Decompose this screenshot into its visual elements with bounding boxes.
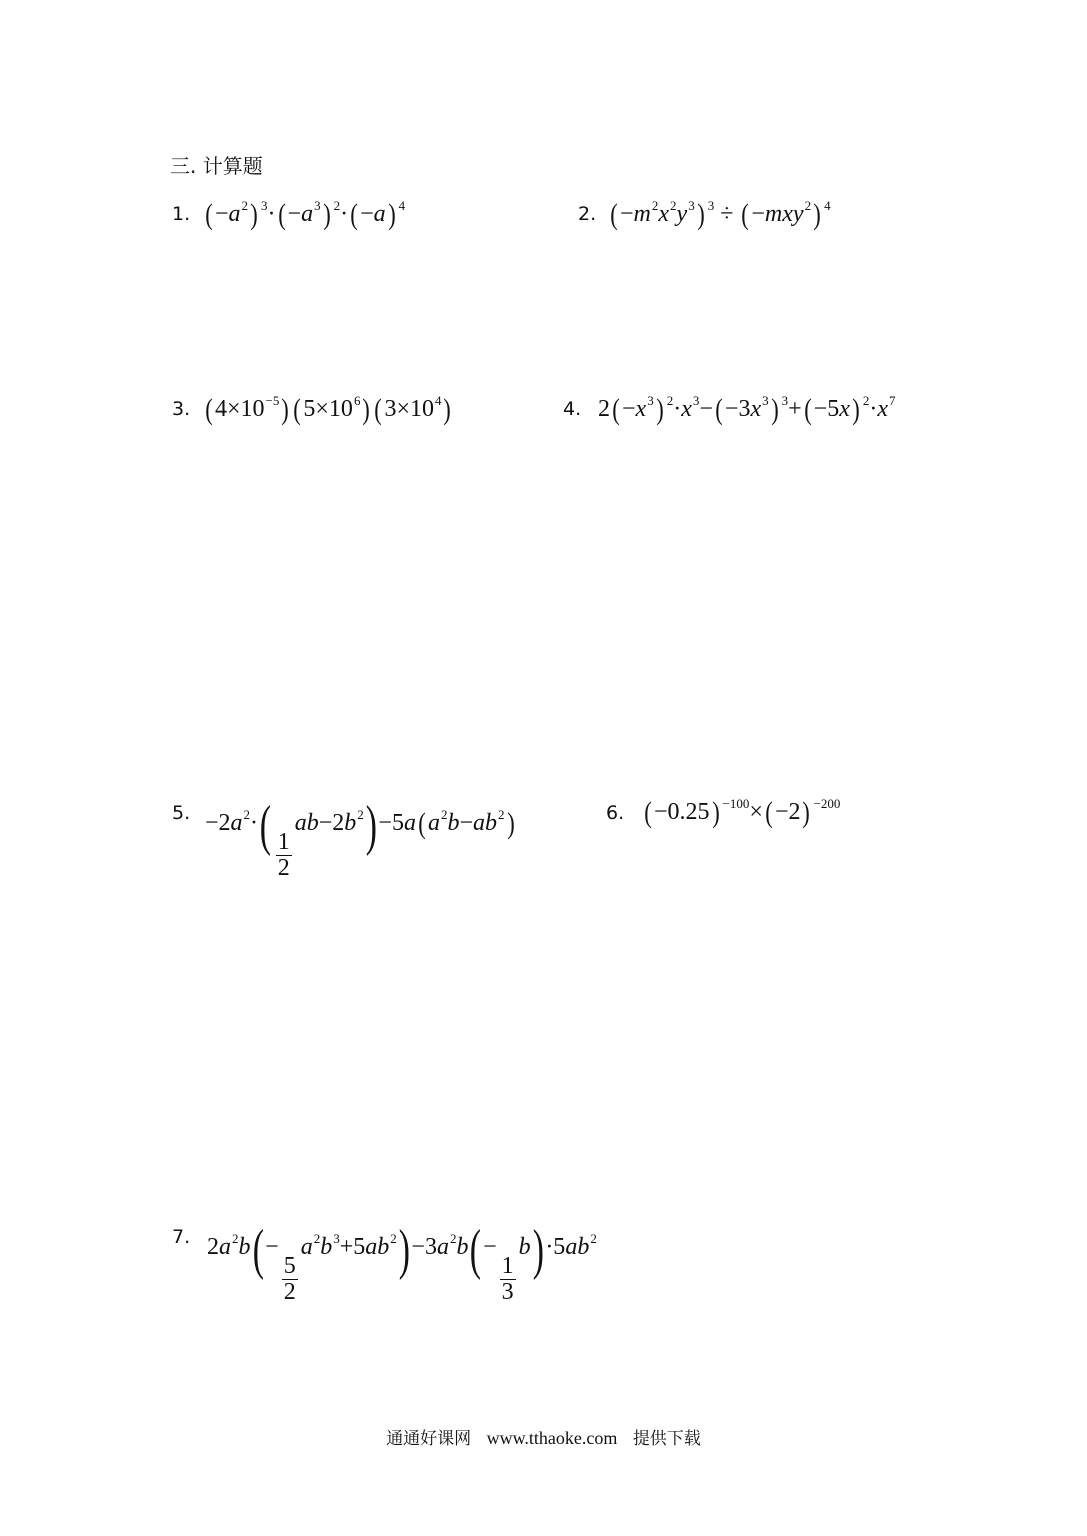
problem-2-number: 2. <box>578 203 597 225</box>
problem-3-number: 3. <box>172 398 191 420</box>
problem-7-expression: $2a^2b(-$ $\frac{5}{2}$ $a^2b^3+5ab^2)-3a^2b(-$ $\frac{1}{3}$ $b)\cdot 5ab^2$ <box>207 1219 597 1306</box>
problem-6-number: 6. <box>606 802 625 824</box>
problem-4-number: 4. <box>563 398 582 420</box>
problem-1-expression: $(-a^2)$ $^3\cdot(-a^3)$ $^2$·(−a) $^4$ <box>205 198 406 231</box>
footer-action: 提供下载 <box>632 1429 701 1449</box>
problem-4-expression: $2(-x^3)$ $^2\cdot x^3-(-3x^3)$ $^3$+(−5x) $^2\cdot x^7$ <box>598 393 896 426</box>
problem-1-number: 1. <box>172 203 191 225</box>
problem-7-number: 7. <box>172 1226 191 1248</box>
problem-3-expression: $(4\times 10^{-5})$ $(5\times 10^6)$ $(3\times 10^4)$ <box>205 393 452 426</box>
problem-5-number: 5. <box>172 802 191 824</box>
footer-site-link[interactable]: www.tthaoke.com <box>486 1428 618 1448</box>
footer-brand: 通通好课网 <box>386 1429 472 1449</box>
problem-2-expression: $(-m^2x^2y^3) ^3 \div (-mxy^2)$ $^4$ <box>610 198 831 231</box>
section-heading: 三. 计算题 <box>170 154 263 178</box>
problem-6-expression: (−0.25) $^{-100}$×(−2) $^{-200}$ <box>644 796 841 829</box>
problem-5-expression: $-2a^2\cdot$( $\frac{1}{2}$ $ab-2b^2)-5a(a^2b-ab^2)$ <box>205 795 515 882</box>
page-footer <box>0 1424 1087 1449</box>
